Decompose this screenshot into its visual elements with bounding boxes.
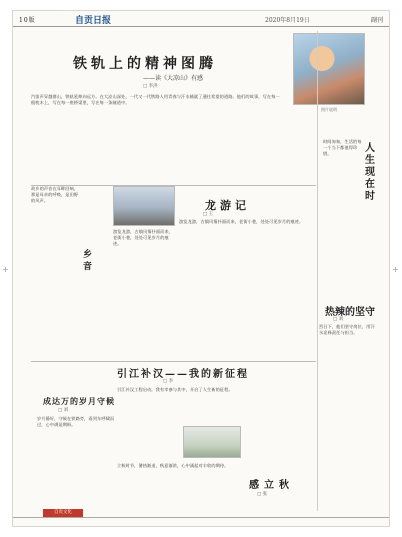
page-footer	[13, 517, 389, 526]
section-tag: 自贡文化	[43, 509, 83, 517]
river-article-body: 引江补汉工程启动，我有幸参与其中，开启了人生新的征程。	[117, 387, 233, 392]
hot-article-byline: □ 刘	[333, 317, 344, 322]
side-column-body: 时间匆匆，生活的每一个当下都值得珍惜。	[323, 139, 362, 156]
page-header	[13, 11, 389, 27]
autumn-article-byline: □ 张	[257, 492, 268, 497]
section-label: 副刊	[370, 17, 383, 24]
newspaper-page	[12, 10, 390, 527]
issue-date: 2020年8月19日	[265, 17, 310, 24]
autumn-article-body: 立秋时节，暑热渐退，秋意渐浓，心中涌起对丰收的期待。	[117, 463, 229, 468]
column-divider	[317, 31, 318, 511]
travel-article-byline: □ 王	[203, 212, 214, 217]
divider	[31, 361, 316, 362]
river-article-byline: □ 李	[163, 379, 174, 384]
lead-article-photo	[293, 33, 365, 105]
lead-article-body: 汽笛声穿越群山，铁轨延伸向远方。在大凉山深处，一代又一代铁路人用青春与汗水铺就了通往希望的道路。他们的故事，写在每一根枕木上，写在每一座桥梁里，写在每一条隧道中。	[31, 94, 280, 105]
lead-photo-caption: 图片说明	[321, 107, 337, 112]
registration-mark: +	[2, 265, 9, 274]
article-body: 游览龙游，古镇风情扑面而来，老街小巷，处处可见岁月的痕迹。	[113, 229, 174, 246]
poem-body: 故乡的声音在耳畔回响，那是母亲的呼唤，是田野的风声。	[31, 186, 79, 203]
poem2-body: 岁月静好，守候在铁路旁，看列车呼啸而过，心中满是期盼。	[37, 416, 115, 427]
hot-article-title: 热辣的坚守	[325, 307, 375, 318]
lead-article-subtitle: ——读《大凉山》有感	[143, 75, 204, 82]
masthead: 自贡日报	[75, 16, 112, 26]
poem-title: 乡音	[83, 250, 93, 272]
river-photo	[183, 426, 241, 458]
article-photo	[113, 186, 175, 226]
lead-article-byline: □ 李洪	[143, 84, 158, 89]
travel-article-body: 游览龙游，古镇风情扑面而来，老街小巷，处处可见岁月的痕迹。	[179, 219, 304, 224]
lead-article-title: 铁轨上的精神图腾	[73, 56, 217, 72]
hot-article-body: 烈日下，他们坚守岗位，用汗水诠释责任与担当。	[319, 324, 375, 335]
travel-article-title: 龙游记	[205, 199, 250, 212]
side-column-title: 人生现在时	[365, 143, 375, 202]
river-article-title: 引江补汉——我的新征程	[117, 369, 249, 380]
registration-mark: +	[392, 265, 399, 274]
poem2-title: 成达万的岁月守候	[43, 396, 115, 406]
poem2-byline: □ 刘	[58, 408, 69, 413]
autumn-article-title: 感立秋	[249, 480, 294, 491]
edition-label: 10版	[19, 17, 36, 24]
